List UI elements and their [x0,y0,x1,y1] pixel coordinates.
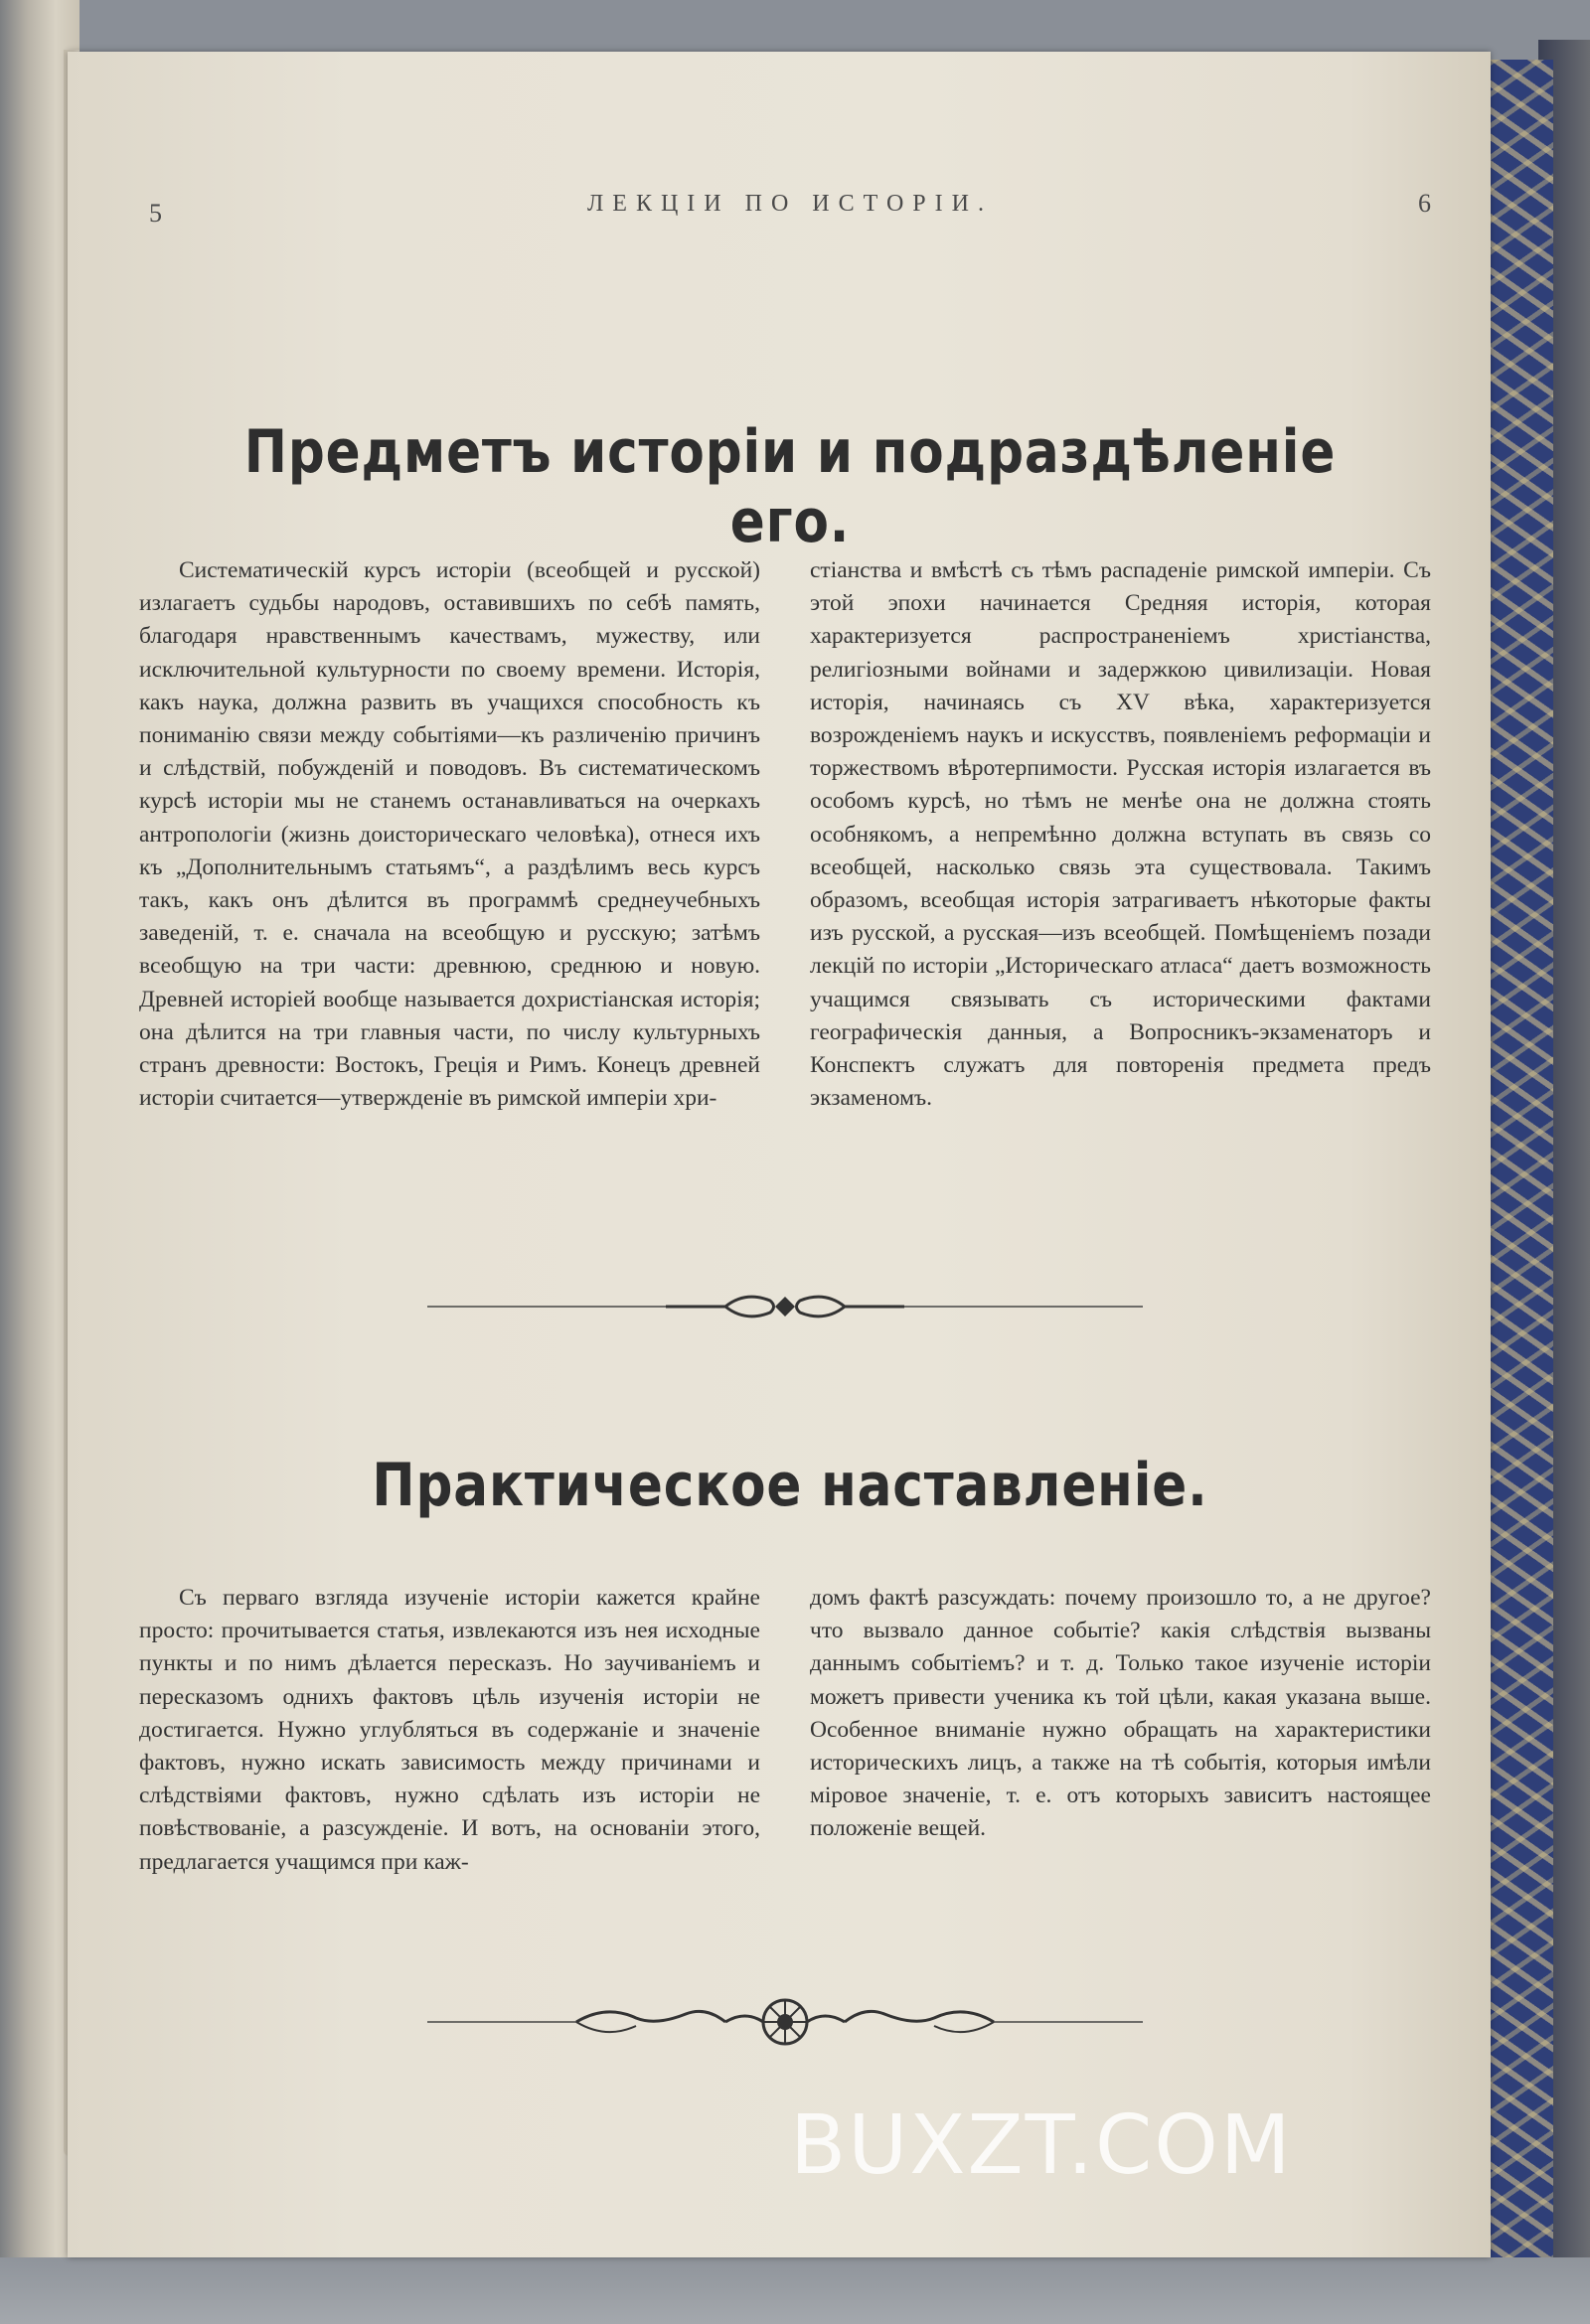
text-column-right [810,554,1431,1115]
page-number-right: 6 [1418,189,1431,218]
watermark: BUXZT.COM [790,2098,1293,2193]
section-body-subject [139,554,1431,1115]
paragraph: домъ фактѣ разсуждать: почему произошло то, а не другое? что вызвало данное событіе? какія слѣдствія вызваны даннымъ событіемъ? и т. д. Только такое изученіе исторіи можетъ привести ученика къ той цѣли, какая указана выше. Особенное вниманіе нужно обращать на характеристики историческихъ лицъ, а также на тѣ событія, которыя имѣли міровое значеніе, т. е. отъ которыхъ зависитъ настоящее положеніе вещей. [810,1585,1431,1842]
page-number-left: 5 [149,199,162,228]
text-column-left [139,554,760,1115]
section-title-practical: Практическое наставленіе. [372,1451,1208,1520]
ornament-divider-icon [427,1992,1143,2052]
book-page [68,52,1491,2257]
book-cover-pattern [1481,60,1553,2324]
background-surface [0,2257,1590,2324]
paragraph: стіанства и вмѣстѣ съ тѣмъ распаденіе римской имперіи. Съ этой эпохи начинается Средняя исторія, которая характеризуется распространеніемъ христіанства, религіозными войнами и задержкою цивилизаціи. Новая исторія, начинаясь съ XV вѣка, характеризуется возрожденіемъ наукъ и искусствъ, появленіемъ реформаціи и торжествомъ вѣротерпимости. Русская исторія излагается въ особомъ курсѣ, но тѣмъ не менѣе она не должна стоять особнякомъ, а непремѣнно должна вступать въ связь со всеобщей, насколько связь эта существовала. Такимъ образомъ, всеобщая исторія затрагиваетъ нѣкоторые факты изъ русской, а русская—изъ всеобщей. Помѣщеніемъ позади лекцій по исторіи „Историческаго атласа“ даетъ возможность учащимся связывать съ историческими фактами географическія данныя, а Вопросникъ-экзаменаторъ и Конспектъ служатъ для повторенія предмета предъ экзаменомъ. [810,557,1431,1112]
paragraph: Систематическій курсъ исторіи (всеобщей и русской) излагаетъ судьбы народовъ, оставившихъ по себѣ память, благодаря нравственнымъ качествамъ, мужеству, или исключительной культурности по своему времени. Исторія, какъ наука, должна развить въ учащихся способность къ пониманію связи между событіями—къ различенію причинъ и слѣдствій, побужденій и поводовъ. Въ систематическомъ курсѣ исторіи мы не станемъ останавливаться на очеркахъ антропологіи (жизнь доисторическаго человѣка), отнеся ихъ къ „Дополнительнымъ статьямъ“, а раздѣлимъ весь курсъ такъ, какъ онъ дѣлится въ программѣ среднеучебныхъ заведеній, т. е. сначала на всеобщую и русскую; затѣмъ всеобщую на три части: древнюю, среднюю и новую. Древней исторіей вообще называется дохристіанская исторія; она дѣлится на три главныя части, по числу культурныхъ странъ древности: Востокъ, Греція и Римъ. Конецъ древней исторіи считается—утвержденіе въ римской имперіи хри- [139,557,760,1112]
running-title: ЛЕКЦІИ ПО ИСТОРІИ. [587,191,993,217]
text-column-right [810,1582,1431,1879]
section-body-practical [139,1582,1431,1879]
section-title-subject: Предметъ исторіи и подраздѣленіе его. [243,417,1337,556]
paragraph: Съ перваго взгляда изученіе исторіи кажется крайне просто: прочитывается статья, извлекаются изъ нея исходные пункты и по нимъ дѣлается пересказъ. Но заучиваніемъ и пересказомъ однихъ фактовъ цѣль изученія исторіи не достигается. Нужно углубляться въ содержаніе и значеніе фактовъ, нужно искать зависимость между причинами и слѣдствіями фактовъ, нужно сдѣлать изъ исторіи не повѣствованіе, а разсужденіе. И вотъ, на основаніи этого, предлагается учащимся при каж- [139,1585,760,1875]
page-header [149,189,1431,229]
text-column-left [139,1582,760,1879]
ornament-divider-icon [427,1277,1143,1336]
